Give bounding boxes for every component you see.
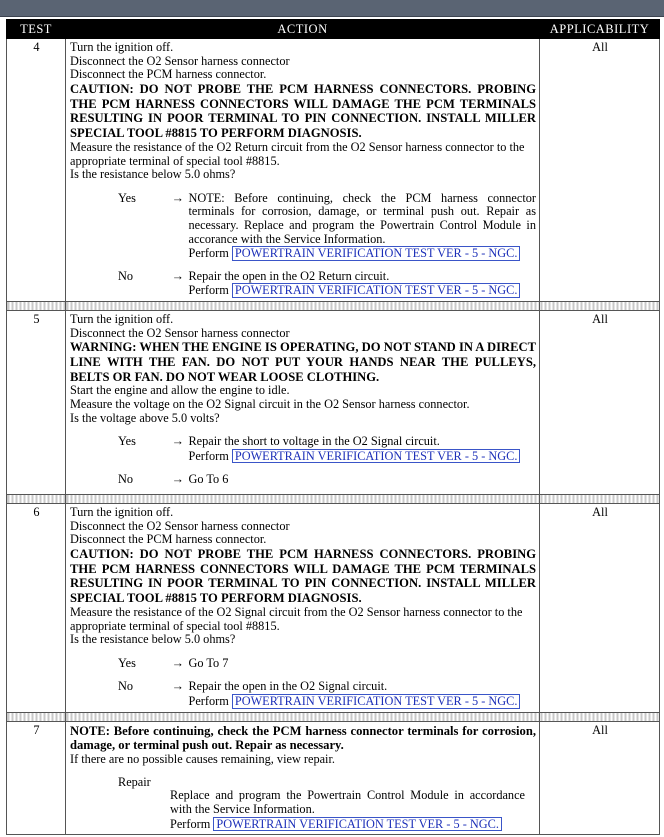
test-number: 7: [7, 721, 66, 835]
test-number: 4: [7, 39, 66, 302]
test-row-5: [7, 310, 660, 494]
step-text: If there are no possible causes remaining, view repair.: [70, 752, 335, 767]
perform-label: Perform: [170, 816, 211, 831]
yes-branch: [70, 192, 536, 261]
perform-label: Perform: [188, 246, 229, 261]
caution-text: CAUTION: DO NOT PROBE THE PCM HARNESS CONNECTORS. PROBING THE PCM HARNESS CONNECTORS WILL DAMAGE THE PCM TERMINALS RESULTING IN POOR TERMINAL TO PIN CONNECTION. INSTALL MILLER SPECIAL TOOL #8815 TO PERFORM DIAGNOSIS.: [70, 546, 536, 606]
perform-label: Perform: [188, 283, 229, 298]
step-text: Measure the voltage on the O2 Signal circuit in the O2 Sensor harness connector.: [70, 397, 470, 412]
step-text: Measure the resistance of the O2 Return circuit from the O2 Sensor harness connector to the appropriate terminal of special tool #8815.: [70, 139, 525, 168]
yes-result: Repair the short to voltage in the O2 Signal circuit.: [188, 434, 440, 449]
top-bar: [0, 0, 664, 17]
step-text: Is the voltage above 5.0 volts?: [70, 410, 220, 425]
procedure-table: [6, 19, 660, 835]
step-text: Disconnect the O2 Sensor harness connector: [70, 518, 290, 533]
step-text: Measure the resistance of the O2 Signal circuit from the O2 Sensor harness connector to the appropriate terminal of special tool #8815.: [70, 605, 523, 633]
yes-label: Yes: [118, 655, 136, 670]
step-text: Disconnect the O2 Sensor harness connector: [70, 325, 290, 340]
repair-label: Repair: [118, 774, 151, 789]
verification-test-link[interactable]: POWERTRAIN VERIFICATION TEST VER - 5 - NGC.: [213, 817, 502, 832]
test-number: 6: [7, 504, 66, 713]
step-text: Turn the ignition off.: [70, 311, 174, 326]
column-test: TEST: [7, 20, 66, 39]
arrow-icon: →: [171, 434, 184, 449]
no-result: Repair the open in the O2 Return circuit.: [188, 268, 390, 283]
no-branch: [70, 473, 536, 487]
yes-branch: [70, 657, 536, 671]
test-row-4: [7, 39, 660, 302]
test-row-7: [7, 721, 660, 835]
column-action: ACTION: [66, 20, 540, 39]
goto-step-link[interactable]: Go To 7: [188, 655, 229, 670]
arrow-icon: →: [171, 655, 184, 670]
no-label: No: [118, 472, 134, 487]
yes-branch: [70, 435, 536, 463]
diagnostic-procedure: [6, 19, 659, 835]
no-result: Repair the open in the O2 Signal circuit.: [188, 679, 388, 694]
applicability-cell: All: [540, 721, 660, 835]
arrow-icon: →: [171, 679, 184, 694]
action-cell: [66, 504, 540, 713]
table-header: [7, 20, 660, 39]
applicability-cell: All: [540, 504, 660, 713]
verification-test-link[interactable]: POWERTRAIN VERIFICATION TEST VER - 5 - NGC.: [232, 246, 521, 261]
step-text: Is the resistance below 5.0 ohms?: [70, 632, 236, 647]
action-cell: [66, 39, 540, 302]
yes-label: Yes: [118, 434, 136, 449]
yes-label: Yes: [118, 190, 136, 205]
applicability-cell: All: [540, 39, 660, 302]
step-text: Turn the ignition off.: [70, 40, 174, 54]
no-label: No: [118, 268, 134, 283]
test-number: 5: [7, 310, 66, 494]
step-text: Disconnect the PCM harness connector.: [70, 532, 267, 547]
perform-label: Perform: [188, 448, 229, 463]
arrow-icon: →: [171, 472, 184, 487]
perform-label: Perform: [188, 693, 229, 708]
action-cell: [66, 721, 540, 835]
no-label: No: [118, 679, 134, 694]
step-text: Start the engine and allow the engine to idle.: [70, 383, 290, 398]
goto-step-link[interactable]: Go To 6: [188, 472, 229, 487]
step-text: Disconnect the PCM harness connector.: [70, 67, 267, 82]
no-branch: [70, 270, 536, 298]
step-text: Disconnect the O2 Sensor harness connector: [70, 53, 290, 68]
test-row-6: [7, 504, 660, 713]
verification-test-link[interactable]: POWERTRAIN VERIFICATION TEST VER - 5 - NGC.: [232, 694, 521, 709]
action-cell: [66, 310, 540, 494]
verification-test-link[interactable]: POWERTRAIN VERIFICATION TEST VER - 5 - NGC.: [232, 283, 521, 298]
warning-text: WARNING: WHEN THE ENGINE IS OPERATING, DO NOT STAND IN A DIRECT LINE WITH THE FAN. DO NOT PUT YOUR HANDS NEAR THE PULLEYS, BELTS OR FAN. DO NOT WEAR LOOSE CLOTHING.: [70, 340, 536, 384]
no-branch: [70, 680, 536, 708]
column-applicability: APPLICABILITY: [540, 20, 660, 39]
caution-text: CAUTION: DO NOT PROBE THE PCM HARNESS CONNECTORS. PROBING THE PCM HARNESS CONNECTORS WILL DAMAGE THE PCM TERMINALS RESULTING IN POOR TERMINAL TO PIN CONNECTION. INSTALL MILLER SPECIAL TOOL #8815 TO PERFORM DIAGNOSIS.: [70, 81, 536, 141]
step-text: Is the resistance below 5.0 ohms?: [70, 167, 236, 182]
note-text: NOTE: Before continuing, check the PCM harness connector terminals for corrosion, damage, or terminal push out. Repair as necessary.: [70, 723, 536, 753]
repair-result: Replace and program the Powertrain Control Module in accordance with the Service Information.: [170, 788, 525, 816]
verification-test-link[interactable]: POWERTRAIN VERIFICATION TEST VER - 5 - NGC.: [232, 449, 521, 464]
yes-result: NOTE: Before continuing, check the PCM harness connector terminals for corrosion, damage, or terminal push out. Repair as necessary. Replace and program the Powertrain Control Module in accorance with the Service Information.: [188, 190, 536, 246]
applicability-cell: All: [540, 310, 660, 494]
arrow-icon: →: [171, 268, 184, 283]
arrow-icon: →: [171, 190, 184, 205]
step-text: Turn the ignition off.: [70, 505, 174, 520]
